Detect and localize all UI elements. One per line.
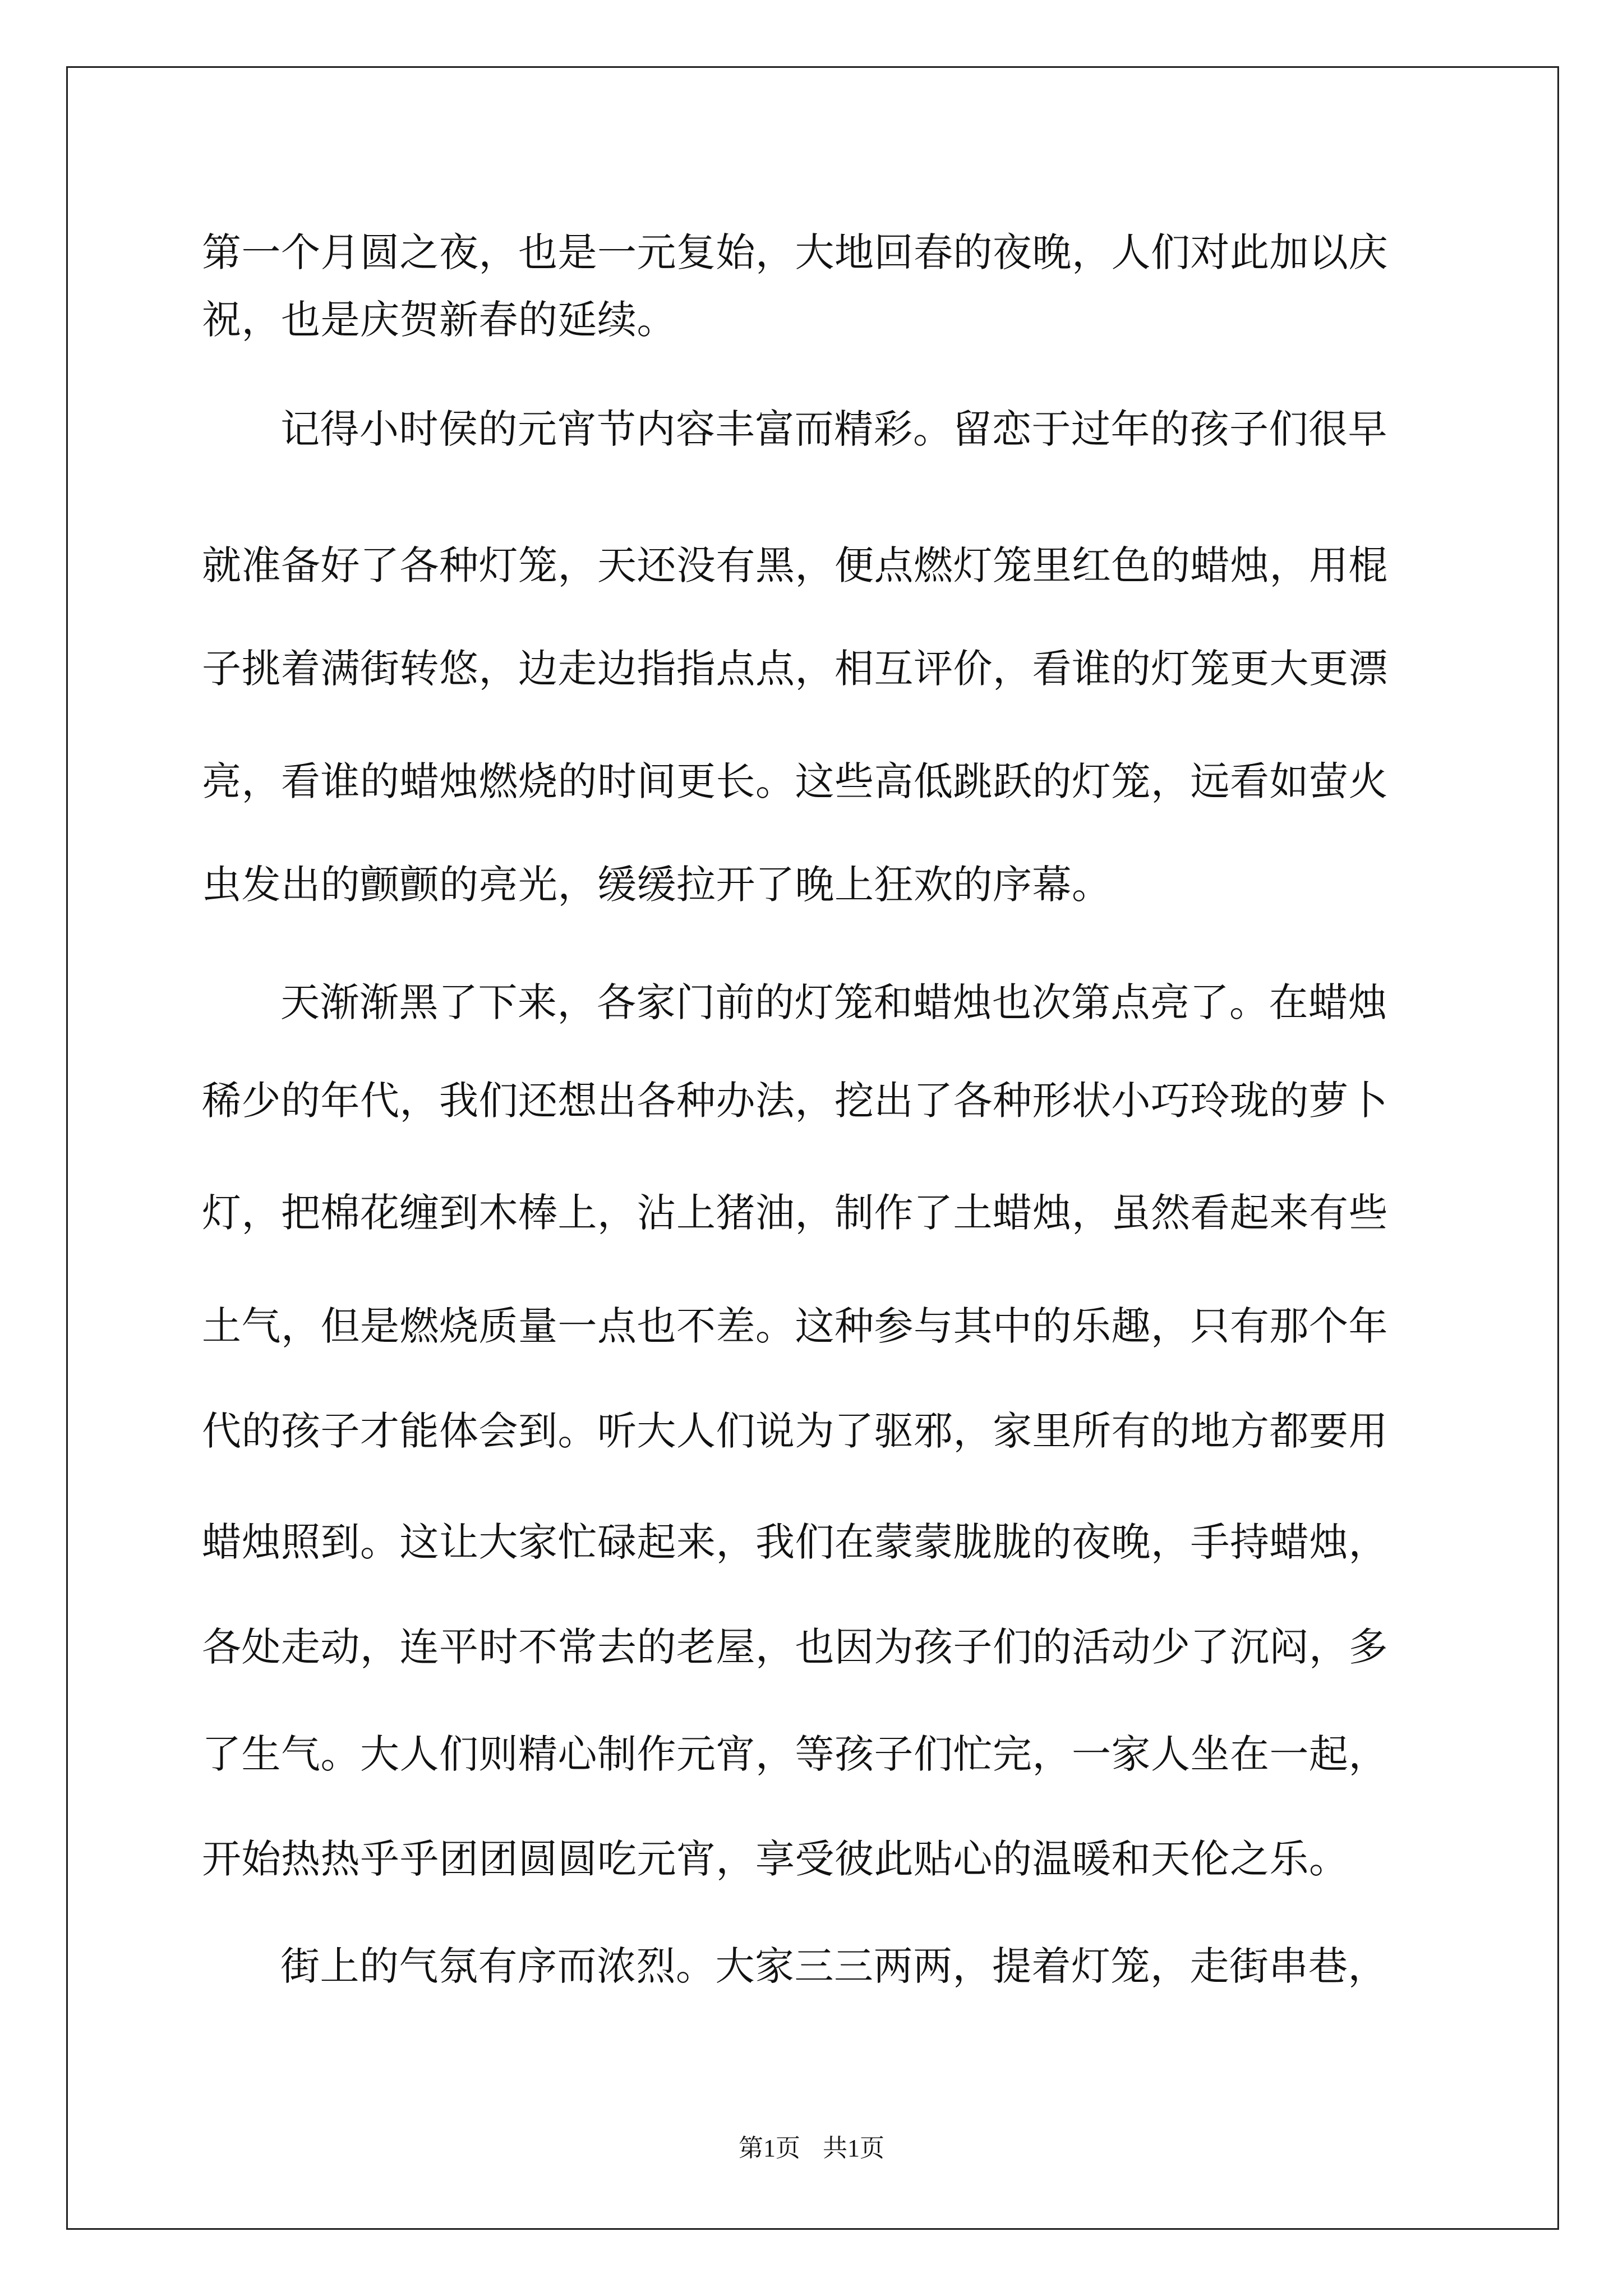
page-border bbox=[66, 66, 1559, 2230]
text-line: 各处走动，连平时不常去的老屋，也因为孩子们的活动少了沉闷，多 bbox=[202, 1624, 1388, 1670]
text-line: 第一个月圆之夜，也是一元复始，大地回春的夜晚，人们对此加以庆 bbox=[202, 229, 1388, 275]
text-line: 亮，看谁的蜡烛燃烧的时间更长。这些高低跳跃的灯笼，远看如萤火 bbox=[202, 758, 1388, 804]
text-line: 记得小时侯的元宵节内容丰富而精彩。留恋于过年的孩子们很早 bbox=[280, 406, 1387, 452]
text-line: 就准备好了各种灯笼，天还没有黑，便点燃灯笼里红色的蜡烛，用棍 bbox=[202, 542, 1388, 588]
text-line: 蜡烛照到。这让大家忙碌起来，我们在蒙蒙胧胧的夜晚，手持蜡烛， bbox=[202, 1519, 1388, 1565]
text-line: 稀少的年代，我们还想出各种办法，挖出了各种形状小巧玲珑的萝卜 bbox=[202, 1078, 1388, 1124]
text-line: 街上的气氛有序而浓烈。大家三三两两，提着灯笼，走街串巷， bbox=[280, 1943, 1387, 1989]
page-footer bbox=[0, 2132, 1623, 2165]
page-number-current: 第1页 bbox=[739, 2134, 800, 2162]
text-line: 代的孩子才能体会到。听大人们说为了驱邪，家里所有的地方都要用 bbox=[202, 1408, 1388, 1454]
text-line: 虫发出的颤颤的亮光，缓缓拉开了晚上狂欢的序幕。 bbox=[202, 862, 1112, 908]
text-line: 了生气。大人们则精心制作元宵，等孩子们忙完，一家人坐在一起， bbox=[202, 1731, 1388, 1777]
text-line: 天渐渐黑了下来，各家门前的灯笼和蜡烛也次第点亮了。在蜡烛 bbox=[280, 979, 1387, 1025]
text-line: 开始热热乎乎团团圆圆吃元宵，享受彼此贴心的温暖和天伦之乐。 bbox=[202, 1836, 1349, 1882]
text-line: 子挑着满街转悠，边走边指指点点，相互评价，看谁的灯笼更大更漂 bbox=[202, 646, 1388, 692]
text-line: 灯，把棉花缠到木棒上，沾上猪油，制作了土蜡烛，虽然看起来有些 bbox=[202, 1190, 1388, 1236]
page-number-total: 共1页 bbox=[823, 2134, 884, 2162]
text-line: 土气，但是燃烧质量一点也不差。这种参与其中的乐趣，只有那个年 bbox=[202, 1303, 1388, 1349]
text-line: 祝，也是庆贺新春的延续。 bbox=[202, 297, 676, 343]
